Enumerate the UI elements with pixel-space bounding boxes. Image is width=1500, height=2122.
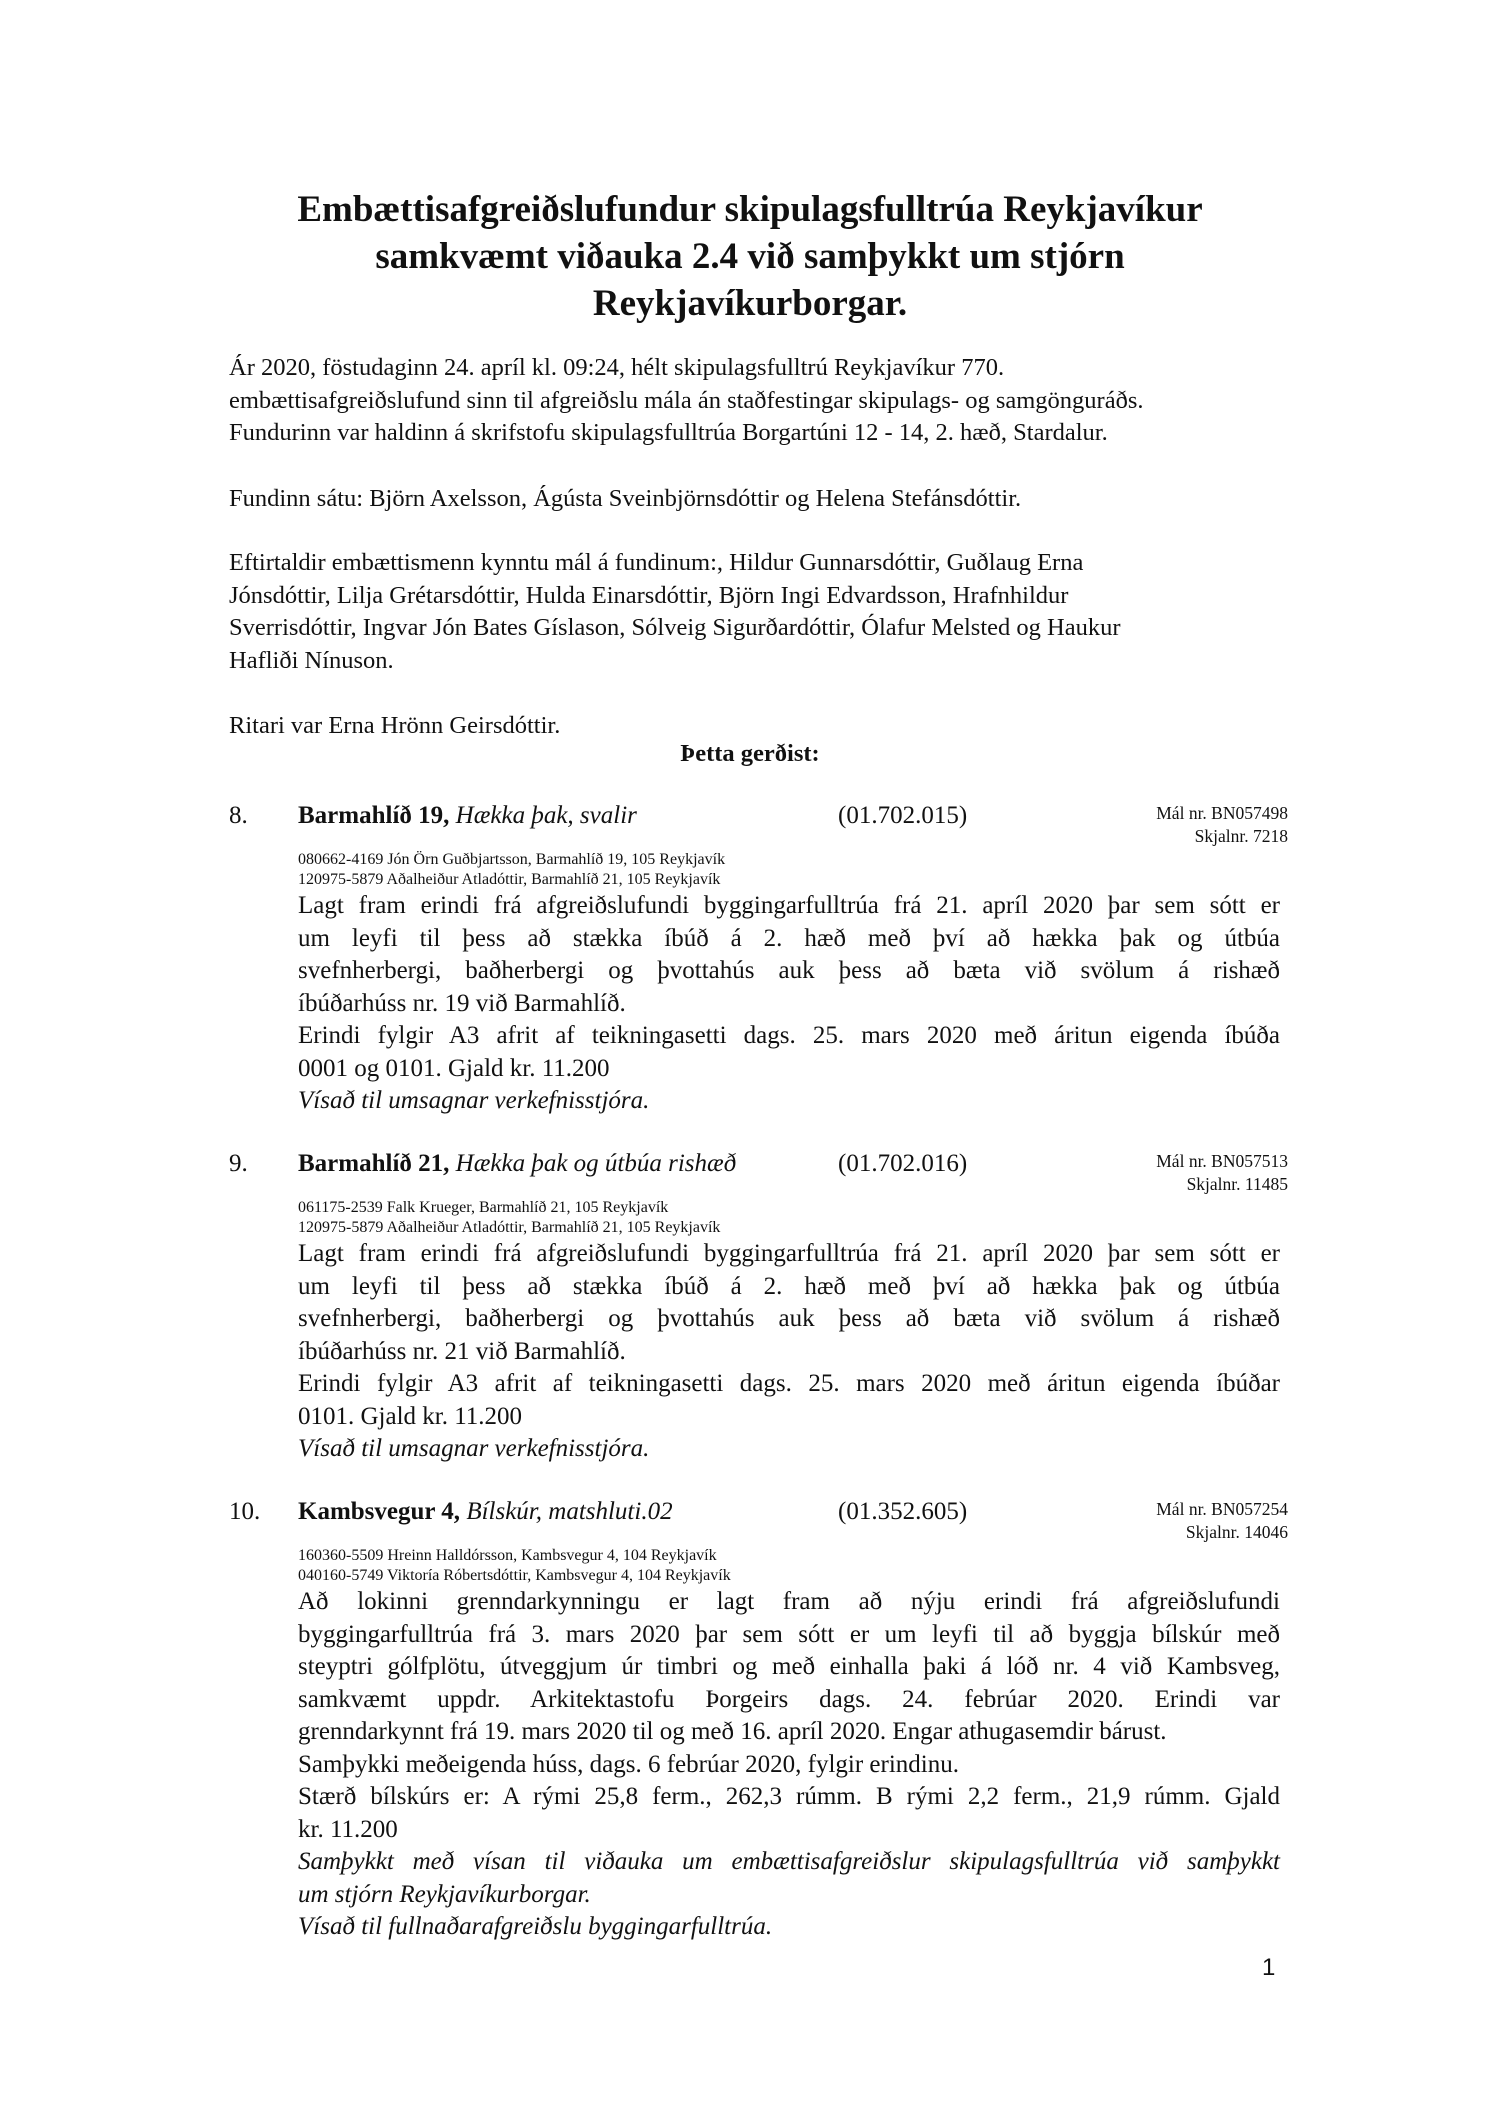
case-reference [1028, 802, 1288, 848]
officials-line: Sverrisdóttir, Ingvar Jón Bates Gíslason, Sólveig Sigurðardóttir, Ólafur Melsted og Haukur [229, 614, 1121, 641]
body-line: steyptri gólfplötu, útveggjum úr timbri og með einhalla þaki á lóð nr. 4 við Kambsveg, [298, 1653, 1280, 1680]
case-mal-nr: Mál nr. BN057513 [1156, 1151, 1288, 1171]
case-owners [298, 1198, 720, 1238]
case-subject: Bílskúr, matshluti.02 [466, 1498, 673, 1525]
body-line: Samþykki meðeigenda húss, dags. 6 febrúar 2020, fylgir erindinu. [298, 1750, 959, 1778]
case-address: Barmahlíð 19, [298, 802, 450, 829]
body-line: Samþykkt með vísan til viðauka um embættisafgreiðslur skipulagsfulltrúa við samþykkt [298, 1848, 1280, 1875]
body-line: samkvæmt uppdr. Arkitektastofu Þorgeirs dags. 24. febrúar 2020. Erindi var [298, 1685, 1280, 1713]
case-address: Kambsvegur 4, [298, 1498, 461, 1525]
owner-line: 160360-5509 Hreinn Halldórsson, Kambsvegur 4, 104 Reykjavík [298, 1547, 717, 1564]
case-number: 10. [229, 1498, 261, 1525]
title-line: Reykjavíkurborgar. [592, 283, 908, 324]
page-number: 1 [1262, 1954, 1276, 1981]
case-body [298, 1586, 1280, 1944]
case-subject: Hækka þak, svalir [455, 802, 637, 829]
officials-line: Jónsdóttir, Lilja Grétarsdóttir, Hulda Einarsdóttir, Björn Ingi Edvardsson, Hrafnhildur [229, 581, 1069, 609]
body-line: svefnherbergi, baðherbergi og þvottahús auk þess að bæta við svölum á rishæð [298, 1305, 1280, 1332]
body-line: um leyfi til þess að stækka íbúð á 2. hæð með því að hækka þak og útbúa [298, 1272, 1280, 1300]
body-line: 0001 og 0101. Gjald kr. 11.200 [298, 1054, 610, 1082]
officials-line: Hafliði Nínuson. [229, 646, 394, 674]
case-reference [1028, 1498, 1288, 1544]
intro-line: Ár 2020, föstudaginn 24. apríl kl. 09:24, hélt skipulagsfulltrú Reykjavíkur 770. [229, 354, 1005, 381]
body-line: grenndarkynnt frá 19. mars 2020 til og með 16. apríl 2020. Engar athugasemdir bárust. [298, 1718, 1167, 1745]
case-land-code: (01.352.605) [838, 1498, 968, 1525]
case-headline [298, 802, 637, 830]
secretary-paragraph [229, 710, 1289, 743]
section-heading: Þetta gerðist: [680, 740, 820, 767]
body-line: kr. 11.200 [298, 1815, 398, 1843]
intro-line: embættisafgreiðslufund sinn til afgreiðslu mála án staðfestingar skipulags- og samgönguráðs. [229, 386, 1144, 414]
owner-line: 120975-5879 Aðalheiður Atladóttir, Barmahlíð 21, 105 Reykjavík [298, 871, 721, 888]
case-headline [298, 1498, 673, 1526]
officials-paragraph [229, 547, 1289, 677]
body-line: Vísað til fullnaðarafgreiðslu byggingarfulltrúa. [298, 1913, 773, 1940]
case-body [298, 1238, 1280, 1466]
case-owners [298, 850, 725, 890]
case-subject: Hækka þak og útbúa rishæð [455, 1150, 737, 1177]
case-body [298, 890, 1280, 1118]
case-headline [298, 1150, 736, 1178]
body-line: Erindi fylgir A3 afrit af teikningasetti dags. 25. mars 2020 með áritun eigenda íbúðar [298, 1370, 1280, 1397]
owner-line: 040160-5749 Viktoría Róbertsdóttir, Kambsvegur 4, 104 Reykjavík [298, 1567, 731, 1584]
page-title [200, 186, 1300, 327]
body-line: Að lokinni grenndarkynningu er lagt fram að nýju erindi frá afgreiðslufundi [298, 1588, 1280, 1615]
attendees-paragraph [229, 483, 1289, 516]
case-number: 9. [229, 1150, 248, 1177]
body-line: íbúðarhúss nr. 21 við Barmahlíð. [298, 1337, 626, 1365]
body-line: um leyfi til þess að stækka íbúð á 2. hæð með því að hækka þak og útbúa [298, 924, 1280, 952]
body-line: Vísað til umsagnar verkefnisstjóra. [298, 1435, 650, 1462]
attendees-line: Fundinn sátu: Björn Axelsson, Ágústa Sveinbjörnsdóttir og Helena Stefánsdóttir. [229, 485, 1022, 512]
body-line: byggingarfulltrúa frá 3. mars 2020 þar sem sótt er um leyfi til að byggja bílskúr með [298, 1620, 1280, 1648]
body-line: um stjórn Reykjavíkurborgar. [298, 1880, 591, 1908]
owner-line: 080662-4169 Jón Örn Guðbjartsson, Barmahlíð 19, 105 Reykjavík [298, 851, 726, 868]
body-line: Stærð bílskúrs er: A rými 25,8 ferm., 262,3 rúmm. B rými 2,2 ferm., 21,9 rúmm. Gjald [298, 1783, 1280, 1810]
intro-line: Fundurinn var haldinn á skrifstofu skipulagsfulltrúa Borgartúni 12 - 14, 2. hæð, Stardalur. [229, 419, 1108, 446]
case-mal-nr: Mál nr. BN057254 [1156, 1499, 1288, 1519]
case-address: Barmahlíð 21, [298, 1150, 450, 1177]
case-skjal-nr: Skjalnr. 11485 [1186, 1174, 1288, 1194]
case-owners [298, 1546, 731, 1586]
case-reference [1028, 1150, 1288, 1196]
officials-line: Eftirtaldir embættismenn kynntu mál á fundinum:, Hildur Gunnarsdóttir, Guðlaug Erna [229, 549, 1084, 576]
body-line: Vísað til umsagnar verkefnisstjóra. [298, 1087, 650, 1114]
case-land-code: (01.702.015) [838, 802, 968, 829]
title-line: Embættisafgreiðslufundur skipulagsfulltrúa Reykjavíkur [297, 189, 1203, 230]
title-line: samkvæmt viðauka 2.4 við samþykkt um stjórn [375, 236, 1125, 277]
body-line: Lagt fram erindi frá afgreiðslufundi byggingarfulltrúa frá 21. apríl 2020 þar sem sótt er [298, 892, 1280, 919]
secretary-line: Ritari var Erna Hrönn Geirsdóttir. [229, 712, 561, 739]
case-skjal-nr: Skjalnr. 14046 [1185, 1522, 1288, 1542]
intro-paragraph [229, 352, 1289, 450]
case-mal-nr: Mál nr. BN057498 [1156, 803, 1288, 823]
owner-line: 061175-2539 Falk Krueger, Barmahlíð 21, 105 Reykjavík [298, 1199, 669, 1216]
case-skjal-nr: Skjalnr. 7218 [1194, 826, 1288, 846]
owner-line: 120975-5879 Aðalheiður Atladóttir, Barmahlíð 21, 105 Reykjavík [298, 1219, 721, 1236]
case-land-code: (01.702.016) [838, 1150, 968, 1177]
case-number: 8. [229, 802, 248, 829]
body-line: Lagt fram erindi frá afgreiðslufundi byggingarfulltrúa frá 21. apríl 2020 þar sem sótt er [298, 1240, 1280, 1267]
body-line: Erindi fylgir A3 afrit af teikningasetti dags. 25. mars 2020 með áritun eigenda íbúða [298, 1022, 1280, 1049]
body-line: íbúðarhúss nr. 19 við Barmahlíð. [298, 989, 626, 1017]
body-line: 0101. Gjald kr. 11.200 [298, 1402, 523, 1430]
body-line: svefnherbergi, baðherbergi og þvottahús auk þess að bæta við svölum á rishæð [298, 957, 1280, 984]
